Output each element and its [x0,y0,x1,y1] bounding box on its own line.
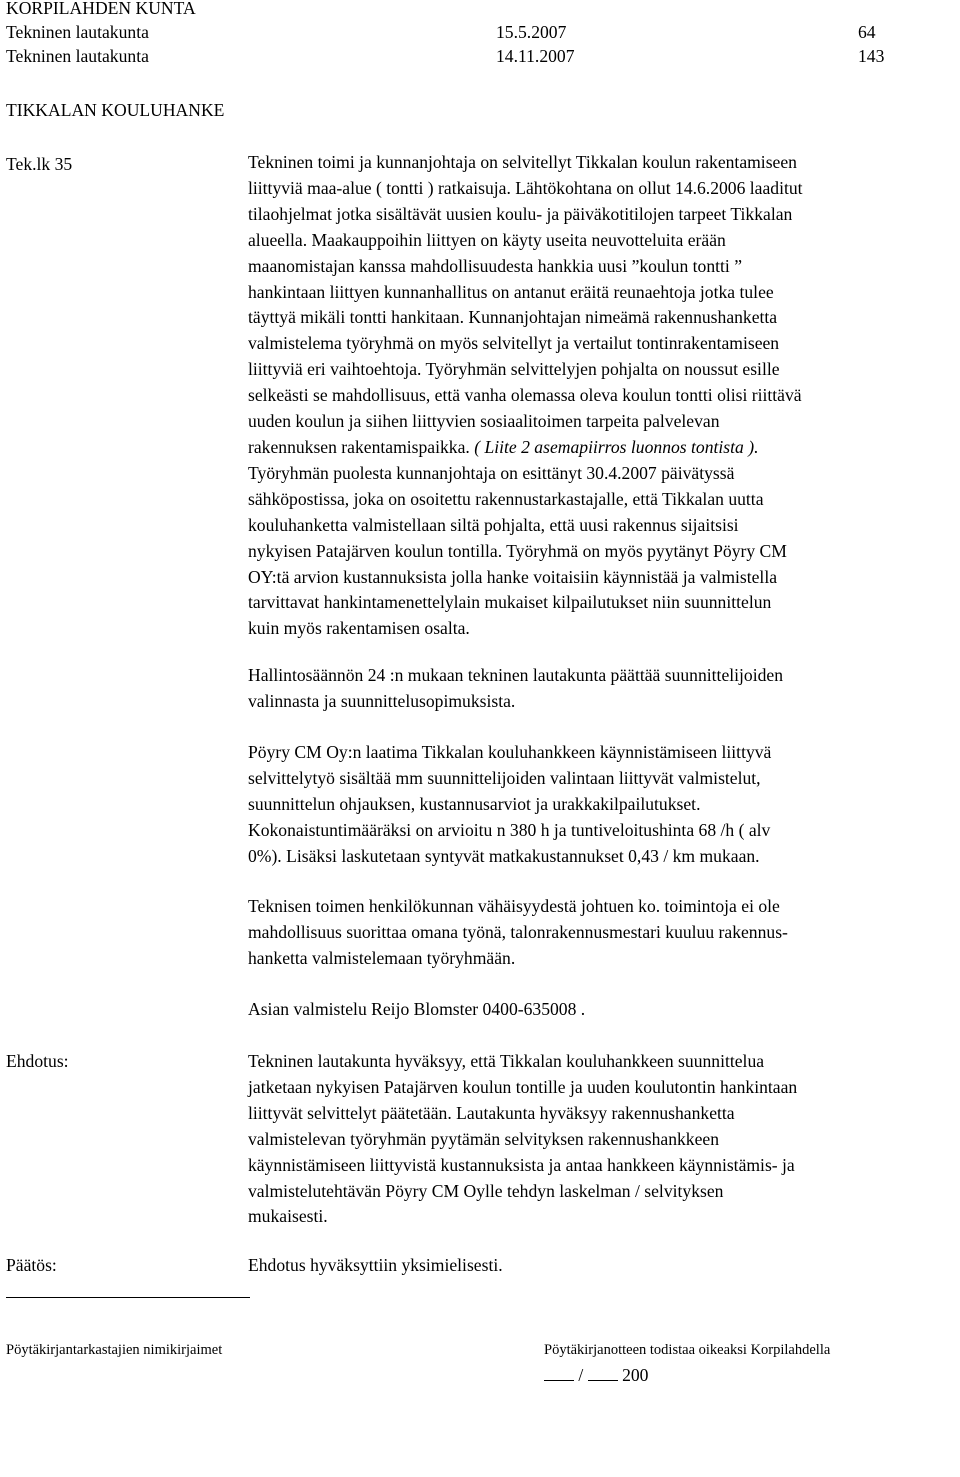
text-line: maanomistajan kanssa mahdollisuudesta hankkia uusi ”koulun tontti ” [248,255,742,276]
text-line: kouluhanketta valmistellaan siltä pohjalta, että uusi rakennus sijaitsisi [248,514,739,535]
text-line: Pöyry CM Oy:n laatima Tikkalan kouluhankkeen käynnistämiseen liittyvä [248,742,772,762]
month-blank [588,1362,618,1381]
decision-text: Ehdotus hyväksyttiin yksimielisesti. [248,1255,503,1275]
text-line: mukaisesti. [248,1206,328,1227]
text-line: OY:tä arvion kustannuksista jolla hanke voitaisiin käynnistää ja valmistella [248,566,778,587]
text-line: nykyisen Patajärven koulun tontilla. Työryhmä on myös pyytänyt Pöyry CM [248,540,787,561]
text-line: tarvittavat hankintamenettelylain mukaiset kilpailutukset niin suunnittelun [248,592,772,613]
text-line: valinnasta ja suunnittelusopimuksista. [248,690,516,711]
text-line: Hallintosäännön 24 :n mukaan tekninen lautakunta päättää suunnittelijoiden [248,665,784,685]
preparer-line: Asian valmistelu Reijo Blomster 0400-635008 . [248,999,586,1019]
text-line: Teknisen toimen henkilökunnan vähäisyydestä johtuen ko. toimintoja ei ole [248,896,780,916]
text-line: rakennuksen rakentamispaikka. ( Liite 2 asemapiirros luonnos tontista ). [248,436,759,457]
footer-certification-label: Pöytäkirjanotteen todistaa oikeaksi Korpilahdella [544,1342,831,1358]
text-line: suunnittelun ohjauksen, kustannusarviot ja urakkakilpailutukset. [248,793,701,814]
text-line: tilaohjelmat jotka sisältävät uusien koulu- ja päiväkotitilojen tarpeet Tikkalan [248,203,793,224]
footer-initials-label: Pöytäkirjantarkastajien nimikirjaimet [6,1342,223,1358]
document-title: TIKKALAN KOULUHANKE [6,100,225,120]
document-header [6,0,918,68]
day-blank [544,1362,574,1381]
text-line: hankintaan liittyen kunnanhallitus on antanut eräitä reunaehtoja jotka tulee [248,281,774,302]
board-name: Tekninen lautakunta [6,46,149,66]
meeting-date: 14.11.2007 [496,46,575,66]
text-line: kuin myös rakentamisen osalta. [248,618,470,639]
staff-paragraph [248,894,948,972]
text-line: selvittelytyö sisältää mm suunnittelijoiden valintaan liittyvät valmistelut, [248,767,761,788]
text-line: selkeästi se mahdollisuus, että vanha olemassa oleva koulun tontti olisi riittävä [248,385,802,406]
text-line: valmistelevan työryhmän pyytämän selvityksen rakennushankkeen [248,1128,719,1149]
section-label: Tek.lk 35 [6,154,73,174]
decision-label: Päätös: [6,1255,57,1275]
text-line: valmistelutehtävän Pöyry CM Oylle tehdyn laskelman / selvityksen [248,1180,724,1201]
text-line: liittyviä maa-alue ( tontti ) ratkaisuja. Lähtökohtana on ollut 14.6.2006 laaditut [248,177,803,198]
meeting-row [6,20,918,44]
text-line: käynnistämiseen liittyvistä kustannuksista ja antaa hankkeen käynnistämis- ja [248,1154,795,1175]
signature-line [6,1297,250,1298]
text-line: Kokonaistuntimääräksi on arvioitu n 380 h ja tuntiveloitushinta 68 /h ( alv [248,819,771,840]
page-number: 143 [858,46,885,66]
certification-date: / 200 [544,1362,648,1387]
text-line: alueella. Maakauppoihin liittyen on käyty useita neuvotteluita erään [248,229,726,250]
proposal-text [248,1049,948,1230]
text-line: Työryhmän puolesta kunnanjohtaja on esittänyt 30.4.2007 päivätyssä [248,462,735,483]
text-line: liittyviä eri vaihtoehtoja. Työryhmän selvittelyjen pohjalta on noussut esille [248,359,780,380]
meeting-row [6,44,918,68]
attachment-reference: ( Liite 2 asemapiirros luonnos tontista ). [474,436,759,457]
text-line: hanketta valmistelemaan työryhmään. [248,947,516,968]
board-name: Tekninen lautakunta [6,22,149,42]
regulation-paragraph [248,663,948,715]
text-line: 0%). Lisäksi laskutetaan syntyvät matkakustannukset 0,43 / km mukaan. [248,845,760,866]
text-line: täyttyä mikäli tontti hankitaan. Kunnanjohtajan nimeämä rakennushanketta [248,307,778,328]
background-paragraph [248,150,948,642]
text-line: liittyvät selvittelyt päätetään. Lautakunta hyväksyy rakennushanketta [248,1102,735,1123]
cost-paragraph [248,740,948,870]
proposal-label: Ehdotus: [6,1051,69,1071]
meeting-date: 15.5.2007 [496,22,567,42]
text-line: Tekninen toimi ja kunnanjohtaja on selvitellyt Tikkalan koulun rakentamiseen [248,152,797,172]
text-line: Tekninen lautakunta hyväksyy, että Tikkalan kouluhankkeen suunnittelua [248,1051,765,1071]
text-line: uuden koulun ja siihen liittyvien sosiaalitoimen tarpeita palvelevan [248,411,720,432]
text-line: valmistelema työryhmä on myös selvitellyt ja vertailut tontinrakentamiseen [248,333,780,354]
page-number: 64 [858,22,876,42]
municipality-name: KORPILAHDEN KUNTA [6,0,196,18]
text-line: mahdollisuus suorittaa omana työnä, talonrakennusmestari kuuluu rakennus- [248,921,788,942]
text-line: jatketaan nykyisen Patajärven koulun tontille ja uuden koulutontin hankintaan [248,1076,798,1097]
text-line: sähköpostissa, joka on osoitettu rakennustarkastajalle, että Tikkalan uutta [248,488,764,509]
